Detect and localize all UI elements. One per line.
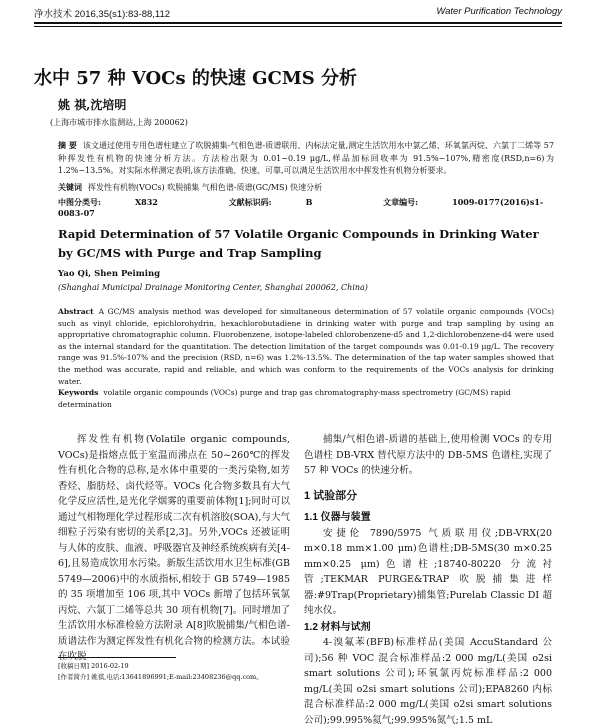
body-left-column: 挥发性有机物(Volatile organic compounds, VOCs)是指熔点低于室温而沸点在 50~260℃的挥发性有机化合物的总称,是水体中重要的一类污染物,如芳香烃、脂肪烃、卤代烃等。VOCs 化合物多数具有大气化学反应活性,是光化学烟雾的重要前体物[1];同时可以通过气相物理化学过程形成二次有机溶胶(SOA),与大气细粒子污染有密切的关系[2,3]。另外,VOCs 还被证明与人体的皮肤、血液、呼吸器官及神经系统疾病有关[4-6],且易造成饮用水污染。新版生活饮用水卫生标准(GB 5749—2006)中的水质指标,相较于 GB 5749—1985 的 35 项增加至 106 项,其中 VOCs 新增了包括环氧氯丙烷、六氯丁二烯等总共 30 项有机物[7]。同时增加了生活饮用水标准检验方法附录 A[8]吹脱捕集/气相色谱-质谱法作为测定挥发性有机化合物的检测方法。本试验在吹脱	[58, 434, 290, 662]
keywords-en-text: volatile organic compounds (VOCs) purge and trap gas chromatography-mass spectrometry (GC/MS) rapid determination	[58, 388, 511, 409]
article-number: 文章编号: 1009-0177(2016)s1-0083-07	[58, 197, 544, 218]
abstract-cn-label: 摘 要	[58, 140, 77, 150]
body-right-column	[304, 432, 552, 728]
keywords-en-label: Keywords	[58, 388, 99, 397]
header-rule-thin	[34, 26, 562, 27]
footnote-received: [收稿日期] 2016-02-19	[58, 662, 129, 670]
authors-cn: 姚 祺,沈培明	[58, 98, 127, 112]
header-rule	[34, 22, 562, 24]
footnote-author: [作者简介] 姚祺,电话:13641896991;E-mail:23408236@qq.com。	[58, 673, 263, 681]
clc-number: 中图分类号: X832	[58, 197, 158, 207]
authors-en: Yao Qi, Shen Peiming	[58, 269, 161, 279]
materials-paragraph: 4-溴氟苯(BFB)标准样品(美国 AccuStandard 公司);56 种 VOC 混合标准样品:2 000 mg/L(美国 o2si smart solutions 公司);环氧氯丙烷标准样品:2 000 mg/L(美国 o2si smart solutions 公司);EPA8260 内标混合标准样品:2 000 mg/L(美国 o2si smart solutions 公司);99.995%氦气;99.995%氮气;1.5 mL	[304, 637, 552, 726]
paper-title-cn: 水中 57 种 VOCs 的快速 GCMS 分析	[34, 68, 358, 89]
footnote-rule	[58, 657, 176, 658]
abstract-en-label: Abstract	[58, 307, 94, 316]
intro-continuation: 捕集/气相色谱-质谱的基础上,使用检测 VOCs 的专用色谱柱 DB-VRX 替代原方法中的 DB-5MS 色谱柱,实现了 57 种 VOCs 的快速分析。	[304, 434, 552, 476]
keywords-en	[58, 387, 554, 410]
instruments-paragraph: 安捷伦 7890/5975 气质联用仪;DB-VRX(20 m×0.18 mm×1.00 μm)色谱柱;DB-5MS(30 m×0.25 mm×0.25 μm)色谱柱;18740-80220 分流衬管;TEKMAR PURGE&TRAP 吹脱捕集进样器:#9Trap(Proprietary)捕集管;Purelab Classic DI 超纯水仪。	[304, 527, 552, 616]
section-heading-1: 1 试验部分	[304, 489, 358, 502]
journal-header-en: Water Purification Technology	[436, 6, 562, 17]
affiliation-cn: (上海市城市排水监测站,上海 200062)	[50, 118, 188, 127]
journal-header-cn: 净水技术 2016,35(s1):83-88,112	[34, 9, 171, 20]
abstract-cn-text: 该文通过使用专用色谱柱建立了吹脱捕集-气相色谱-质谱联用、内标法定量,测定生活饮用水中氯乙烯、环氧氯丙烷、六氯丁二烯等 57 种挥发性有机物的快速分析方法。方法检出限为 0.01~0.19 μg/L,样品加标回收率为 91.5%~107%,精密度(RSD,n=6)为 1.2%~13.5%。对实际水样测定表明,该方法准确、快速、可靠,可以满足生活饮用水中挥发性有机物分析要求。	[58, 141, 554, 175]
abstract-en-text: A GC/MS analysis method was developed for simultaneous determination of 57 volatile organic compounds (VOCs) such as vinyl chloride, epichlorohydrin, hexachlorobutadiene in drinking water with purge and trap sampling by using an appropriative chromatographic column. Fluorobenzene, isotope-labeled chlorobenzene-d5 and 1,2-dichlorobenzene-d4 were used as the internal standard for the quantitation. The detection limitation of the target compounds was 0.01-0.19 μg/L. The recovery range was 91.5%-107% and the precision (RSD, n=6) was 1.2%-13.5%. The determination of the tap water samples showed that the method was accurate, rapid and reliable, and which was conform to the requirements of the VOCs analysis for drinking water.	[58, 307, 554, 386]
keywords-cn-label: 关键词	[58, 182, 82, 192]
article-meta-cn	[58, 197, 554, 218]
keywords-cn	[58, 182, 554, 193]
section-heading-1-2: 1.2 材料与试剂	[304, 621, 371, 633]
section-heading-1-1: 1.1 仪器与装置	[304, 512, 371, 523]
document-code: 文献标识码: B	[228, 197, 313, 207]
abstract-cn	[58, 139, 554, 178]
affiliation-en: (Shanghai Municipal Drainage Monitoring Center, Shanghai 200062, China)	[58, 283, 368, 292]
abstract-en	[58, 306, 554, 387]
keywords-cn-text: 挥发性有机物(VOCs) 吹脱捕集 气相色谱-质谱(GC/MS) 快速分析	[88, 183, 323, 192]
paper-title-en: Rapid Determination of 57 Volatile Organic Compounds in Drinking Water by GC/MS with Purge and Trap Sampling	[58, 227, 539, 260]
